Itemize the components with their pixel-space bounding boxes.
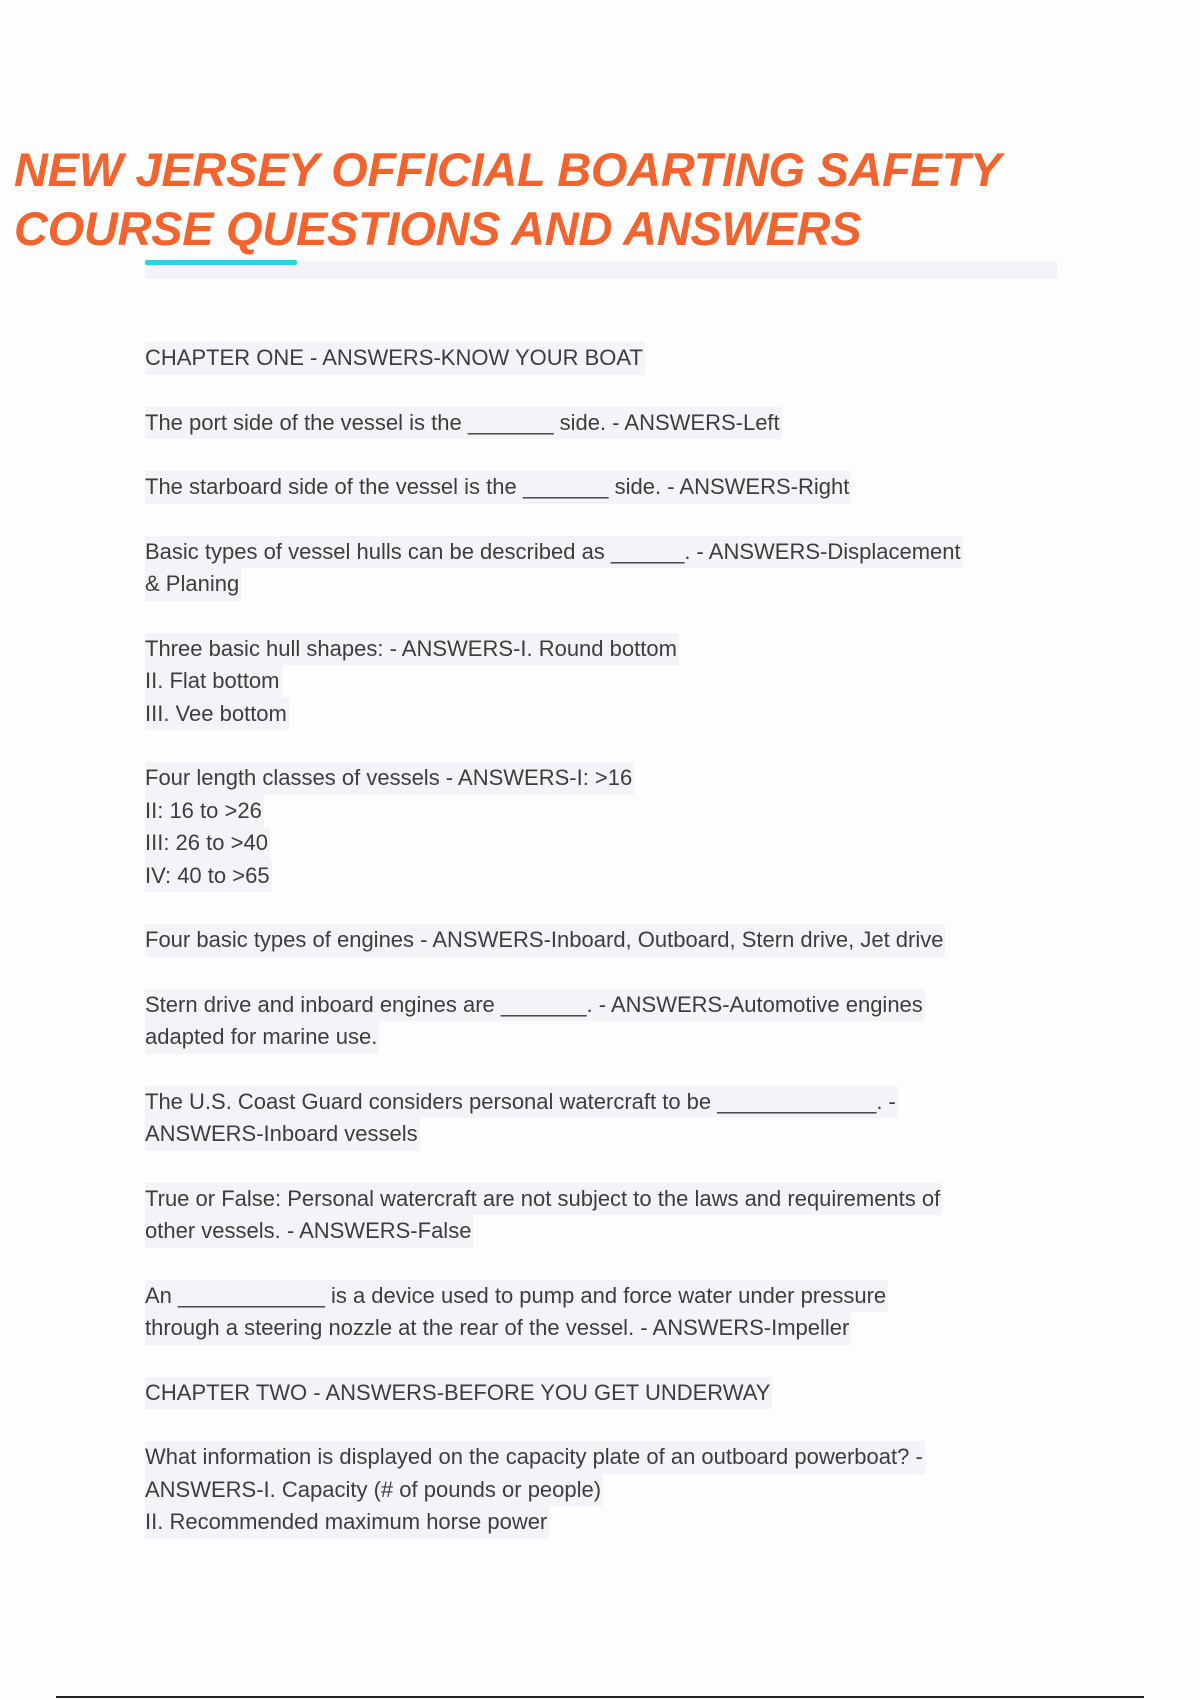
qa-item bbox=[145, 471, 1065, 504]
chapter-heading bbox=[145, 1377, 1065, 1410]
text-line: An ____________ is a device used to pump and force water under pressure bbox=[145, 1280, 888, 1313]
text-line: II. Flat bottom bbox=[145, 665, 282, 698]
title-accent-bar bbox=[145, 260, 297, 265]
qa-item bbox=[145, 989, 1065, 1054]
qa-item bbox=[145, 1441, 1065, 1539]
text-line: The port side of the vessel is the _______ side. - ANSWERS-Left bbox=[145, 407, 782, 440]
qa-item bbox=[145, 1183, 1065, 1248]
qa-item bbox=[145, 1280, 1065, 1345]
chapter-heading bbox=[145, 342, 1065, 375]
text-line: Three basic hull shapes: - ANSWERS-I. Round bottom bbox=[145, 633, 679, 666]
qa-item bbox=[145, 762, 1065, 892]
text-line: Four basic types of engines - ANSWERS-Inboard, Outboard, Stern drive, Jet drive bbox=[145, 924, 945, 957]
page-bottom-rule bbox=[56, 1696, 1144, 1698]
text-line: other vessels. - ANSWERS-False bbox=[145, 1215, 473, 1248]
text-line: CHAPTER TWO - ANSWERS-BEFORE YOU GET UNDERWAY bbox=[145, 1377, 772, 1410]
qa-content bbox=[145, 342, 1065, 1571]
qa-item bbox=[145, 924, 1065, 957]
text-line: through a steering nozzle at the rear of the vessel. - ANSWERS-Impeller bbox=[145, 1312, 851, 1345]
text-line: & Planing bbox=[145, 568, 241, 601]
text-line: Four length classes of vessels - ANSWERS-I: >16 bbox=[145, 762, 634, 795]
qa-item bbox=[145, 1086, 1065, 1151]
text-line: The U.S. Coast Guard considers personal watercraft to be _____________. - bbox=[145, 1086, 898, 1119]
text-line: III: 26 to >40 bbox=[145, 827, 270, 860]
document-title-line-1: NEW JERSEY OFFICIAL BOARTING SAFETY bbox=[14, 143, 1002, 196]
qa-item bbox=[145, 407, 1065, 440]
qa-item bbox=[145, 536, 1065, 601]
text-line: True or False: Personal watercraft are not subject to the laws and requirements of bbox=[145, 1183, 942, 1216]
text-line: Stern drive and inboard engines are _______. - ANSWERS-Automotive engines bbox=[145, 989, 925, 1022]
text-line: adapted for marine use. bbox=[145, 1021, 379, 1054]
text-line: CHAPTER ONE - ANSWERS-KNOW YOUR BOAT bbox=[145, 342, 645, 375]
text-line: ANSWERS-Inboard vessels bbox=[145, 1118, 420, 1151]
text-line: The starboard side of the vessel is the _______ side. - ANSWERS-Right bbox=[145, 471, 851, 504]
text-line: III. Vee bottom bbox=[145, 698, 289, 731]
document-title bbox=[14, 140, 1174, 258]
text-line: IV: 40 to >65 bbox=[145, 860, 272, 893]
qa-item bbox=[145, 633, 1065, 731]
text-line: II. Recommended maximum horse power bbox=[145, 1506, 549, 1539]
text-line: What information is displayed on the capacity plate of an outboard powerboat? - bbox=[145, 1441, 925, 1474]
text-line: Basic types of vessel hulls can be described as ______. - ANSWERS-Displacement bbox=[145, 536, 963, 569]
document-title-line-2: COURSE QUESTIONS AND ANSWERS bbox=[14, 202, 862, 255]
text-line: ANSWERS-I. Capacity (# of pounds or people) bbox=[145, 1474, 603, 1507]
text-line: II: 16 to >26 bbox=[145, 795, 264, 828]
